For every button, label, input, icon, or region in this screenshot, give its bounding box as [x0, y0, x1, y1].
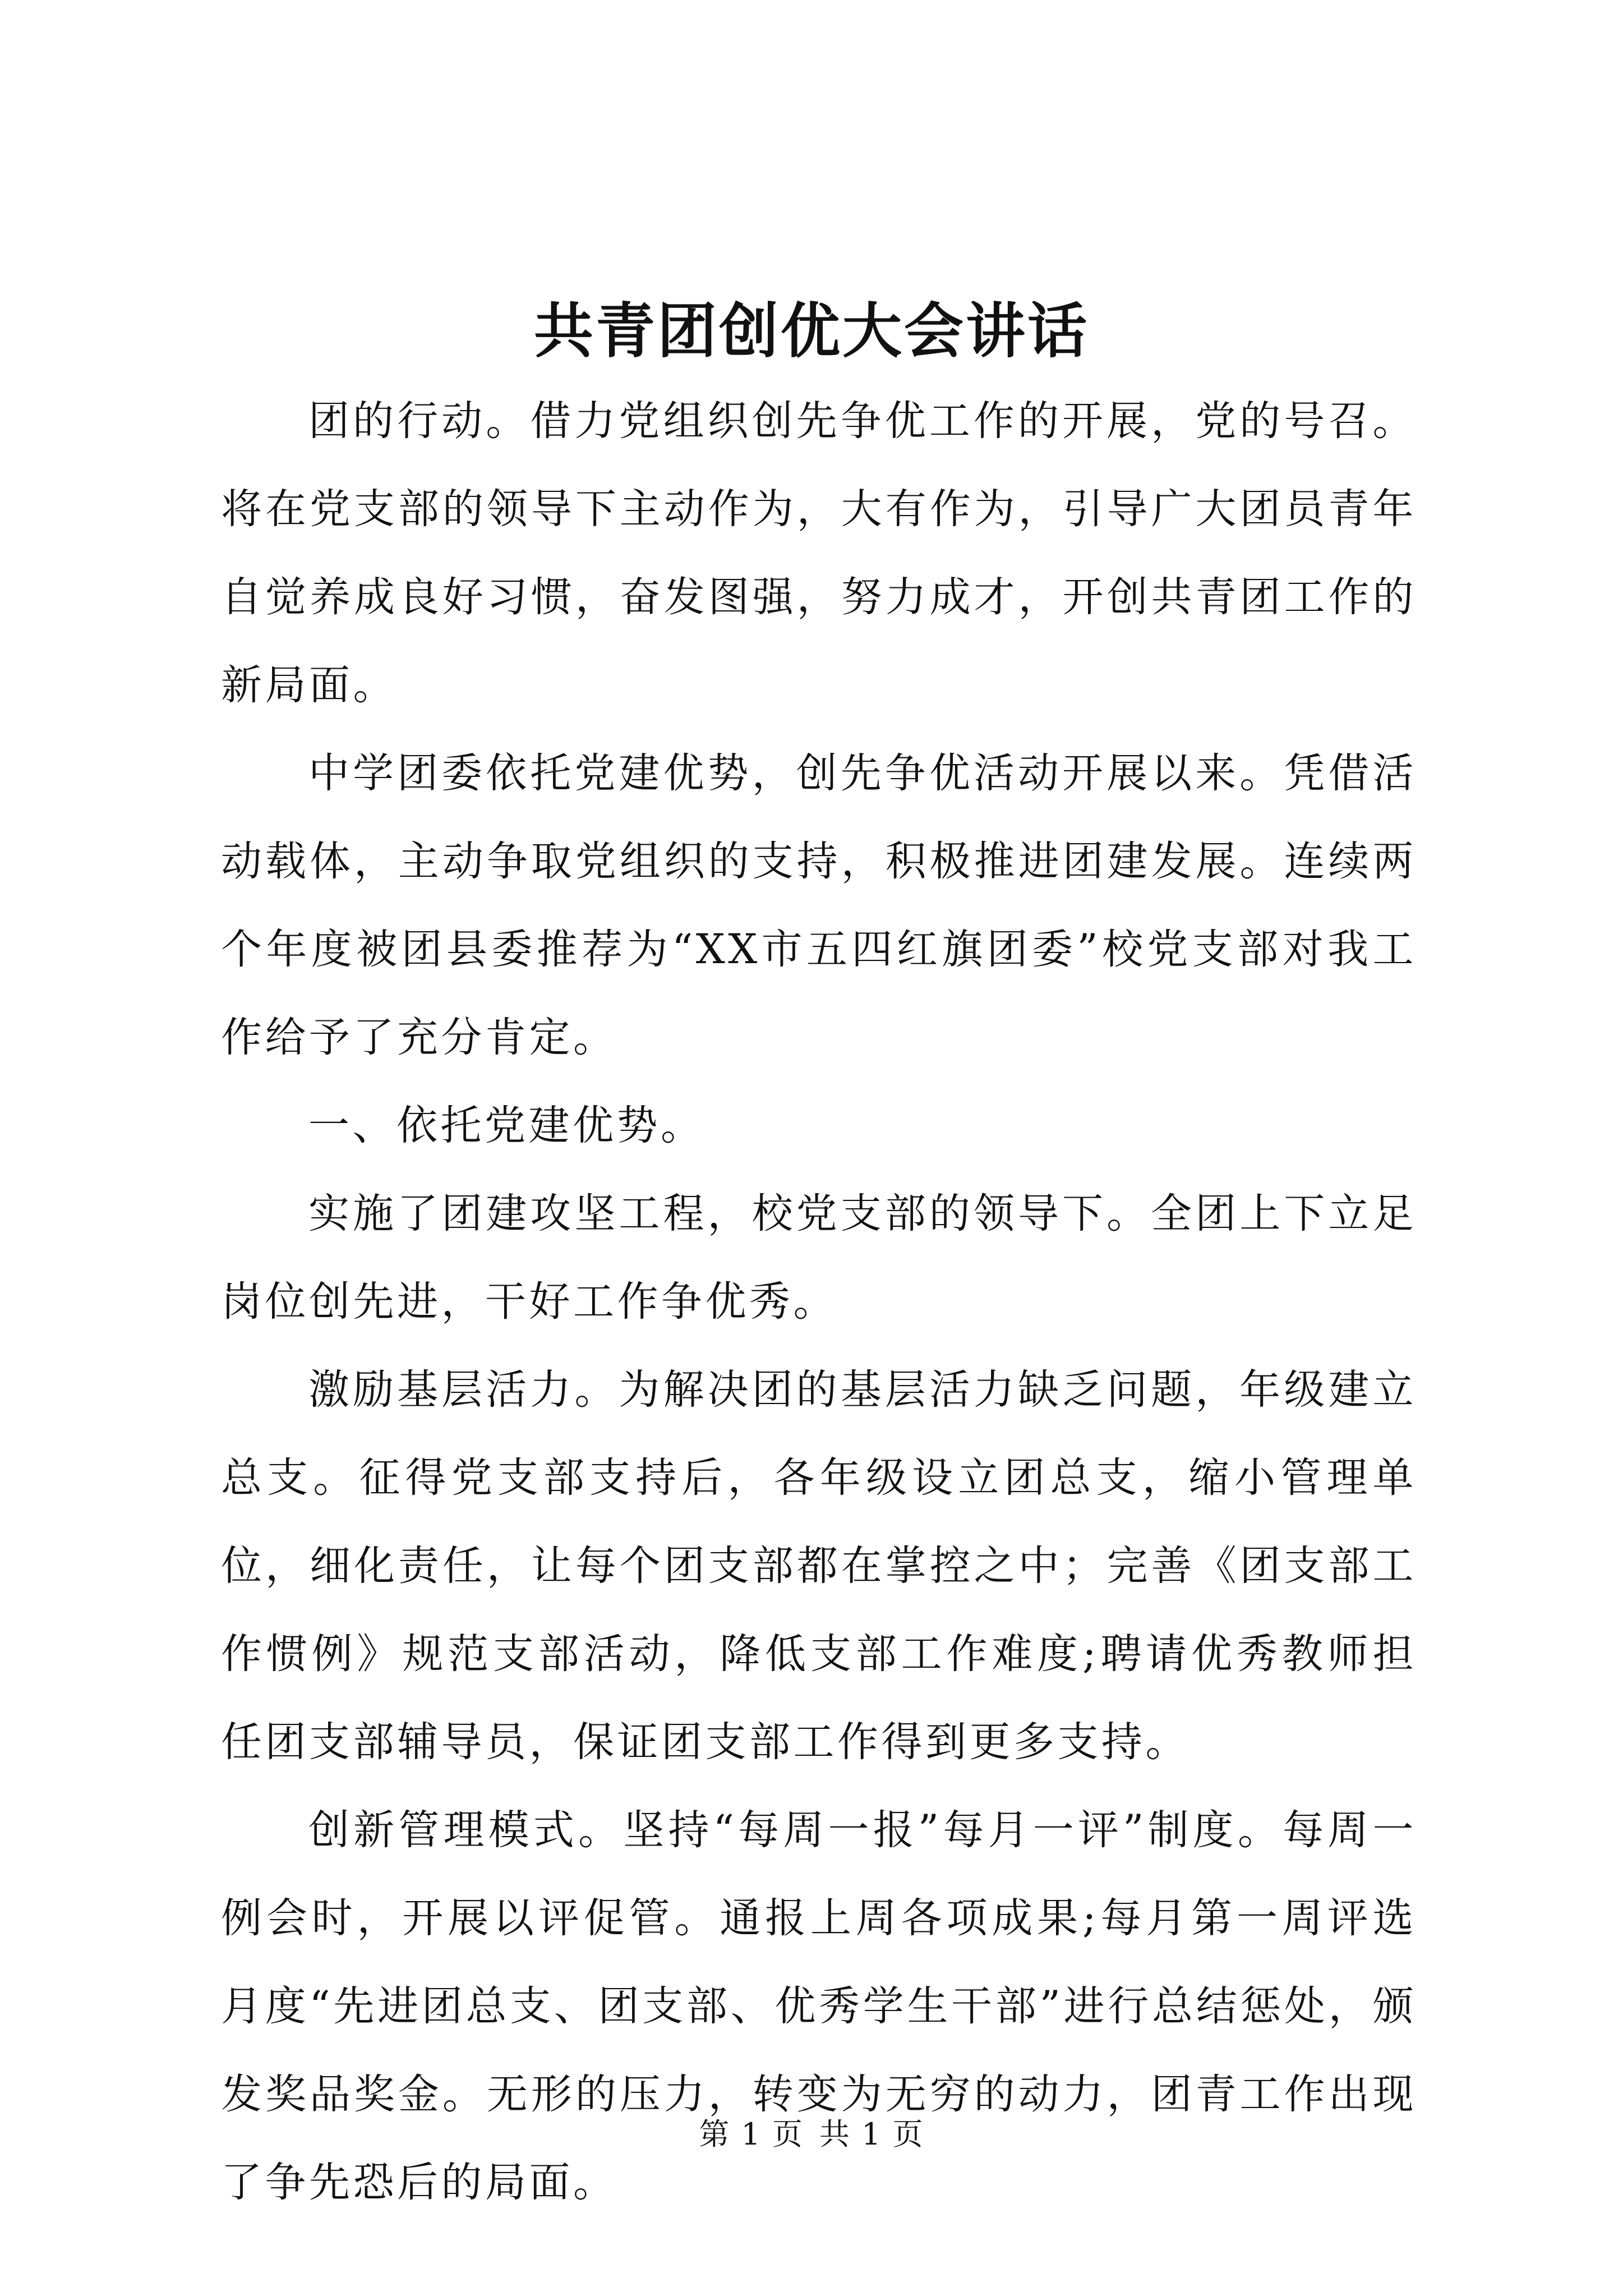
page-footer	[0, 2112, 1623, 2157]
page-number: 第 1 页	[699, 2116, 804, 2152]
document-title: 共青团创优大会讲话	[534, 296, 1089, 366]
paragraph: 中学团委依托党建优势，创先争优活动开展以来。凭借活动载体，主动争取党组织的支持，积极推进团建发展。连续两个年度被团县委推荐为“XX市五四红旗团委”校党支部对我工作给予了充分肯定。	[221, 749, 1417, 1061]
paragraph: 团的行动。借力党组织创先争优工作的开展，党的号召。将在党支部的领导下主动作为，大有作为，引导广大团员青年自觉养成良好习惯，奋发图强，努力成才，开创共青团工作的新局面。	[221, 397, 1417, 709]
paragraph: 实施了团建攻坚工程，校党支部的领导下。全团上下立足岗位创先进，干好工作争优秀。	[221, 1190, 1417, 1326]
document-body	[221, 377, 1417, 2226]
page-total: 共 1 页	[819, 2116, 924, 2152]
paragraph: 激励基层活力。为解决团的基层活力缺乏问题，年级建立总支。征得党支部支持后，各年级设立团总支，缩小管理单位，细化责任，让每个团支部都在掌控之中；完善《团支部工作惯例》规范支部活动，降低支部工作难度;聘请优秀教师担任团支部辅导员，保证团支部工作得到更多支持。	[221, 1366, 1417, 1766]
section-heading: 一、依托党建优势。	[308, 1102, 705, 1149]
paragraph: 创新管理模式。坚持“每周一报”每月一评”制度。每周一例会时，开展以评促管。通报上周各项成果;每月第一周评选月度“先进团总支、团支部、优秀学生干部”进行总结惩处，颁发奖品奖金。无形的压力，转变为无穷的动力，团青工作出现了争先恐后的局面。	[221, 1806, 1417, 2206]
